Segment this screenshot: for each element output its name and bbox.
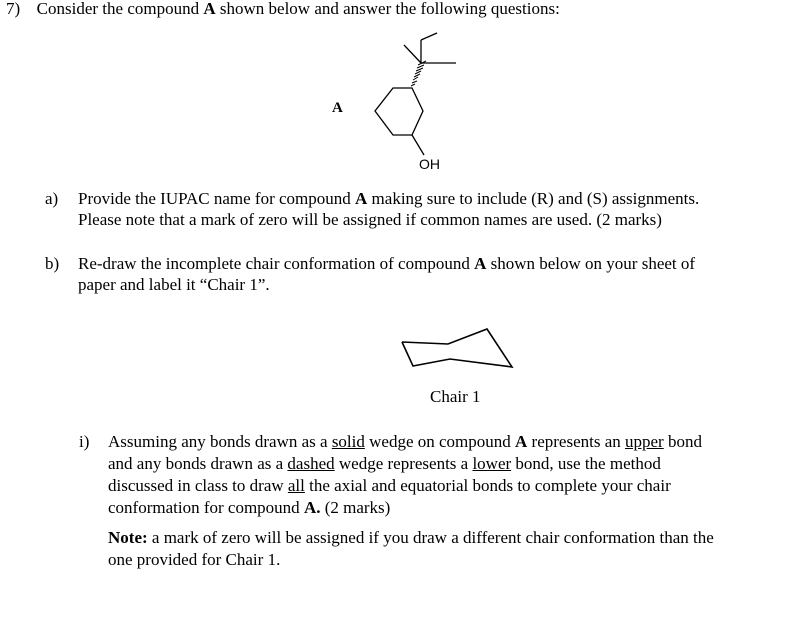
part-i-line4: conformation for compound A. (2 marks) [108, 498, 391, 517]
note-line2: one provided for Chair 1. [108, 550, 281, 569]
part-b-line1: Re-draw the incomplete chair conformation of compound A shown below on your sheet of [78, 254, 696, 273]
question-compound: A [203, 0, 216, 18]
question-number: 7) [6, 0, 21, 18]
compound-a-label: A [332, 100, 343, 116]
part-b-letter: b) [45, 254, 60, 273]
part-a-line1: Provide the IUPAC name for compound A making sure to include (R) and (S) assignments. [78, 189, 700, 208]
chair-caption: Chair 1 [430, 387, 481, 406]
part-i-line2: and any bonds drawn as a dashed wedge represents a lower bond, use the method [108, 454, 661, 473]
oh-label: OH [419, 156, 440, 172]
part-i-line1: Assuming any bonds drawn as a solid wedge on compound A represents an upper bond [108, 432, 702, 451]
question-prompt-end: shown below and answer the following questions: [219, 0, 560, 18]
question-prompt: Consider the compound [36, 0, 200, 18]
part-a-line2: Please note that a mark of zero will be assigned if common names are used. (2 marks) [78, 210, 662, 229]
part-b-line2: paper and label it “Chair 1”. [78, 275, 270, 294]
note-line1: Note: a mark of zero will be assigned if you draw a different chair conformation than the [108, 528, 714, 547]
part-a-letter: a) [45, 189, 59, 208]
part-i-line3: discussed in class to draw all the axial and equatorial bonds to complete your chair [108, 476, 671, 495]
note-label: Note: [108, 528, 148, 547]
part-i-letter: i) [79, 432, 90, 451]
